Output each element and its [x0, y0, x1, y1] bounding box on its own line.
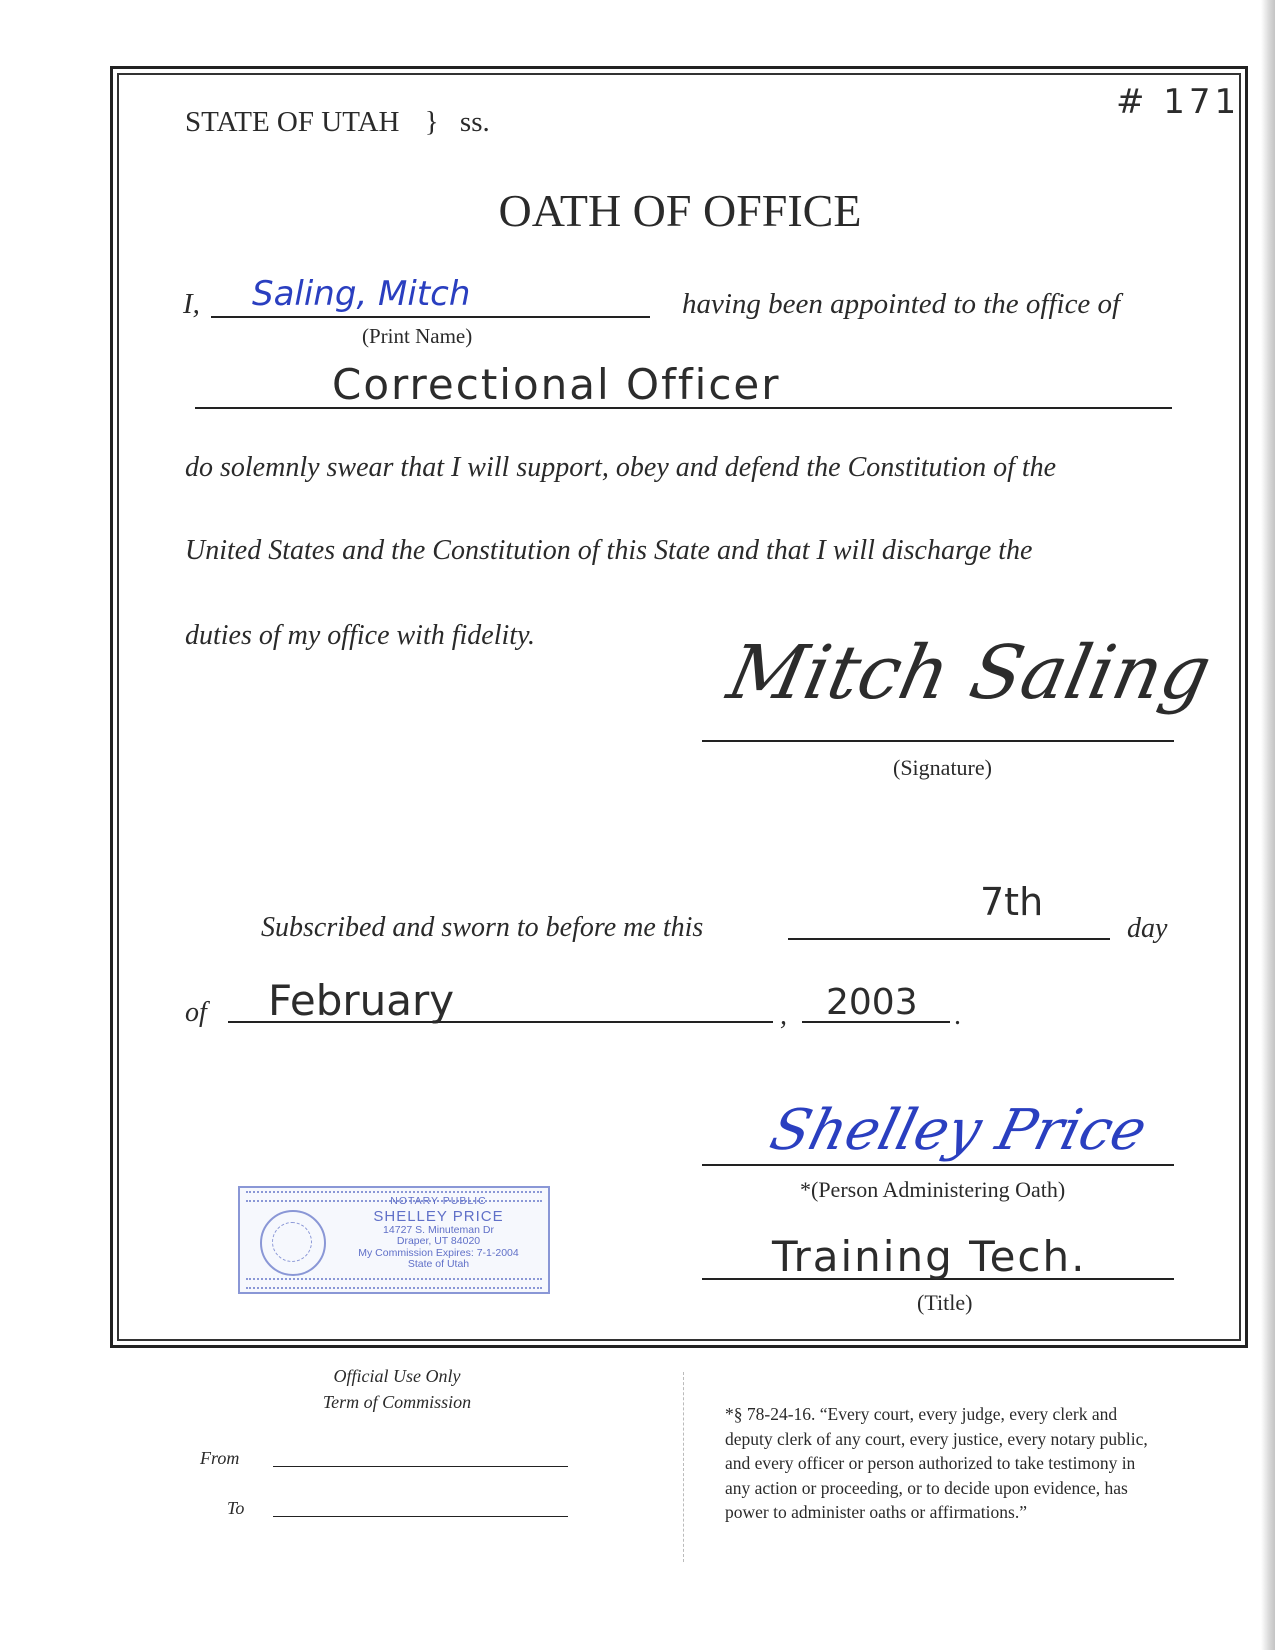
- statute-footnote: [725, 1402, 1148, 1525]
- of-label: of: [185, 997, 207, 1028]
- oath-body-line-3: duties of my office with fidelity.: [185, 620, 535, 651]
- stamp-line-3: 14727 S. Minuteman Dr: [383, 1223, 494, 1236]
- administrator-caption: *(Person Administering Oath): [800, 1177, 1066, 1202]
- print-name-caption: (Print Name): [362, 324, 473, 348]
- day-line: [788, 938, 1110, 940]
- stamp-line-6: State of Utah: [407, 1258, 470, 1270]
- to-label: To: [227, 1498, 245, 1518]
- signature-line: [702, 740, 1174, 742]
- document-title: OATH OF OFFICE: [498, 185, 862, 236]
- file-number: # 171: [1116, 82, 1241, 122]
- oath-body-line-1: do solemnly swear that I will support, obey and defend the Constitution of the: [185, 452, 1057, 483]
- footnote-line-1: *§ 78-24-16. “Every court, every judge, every clerk and: [725, 1404, 1118, 1424]
- stamp-line-5: My Commission Expires: 7-1-2004: [358, 1246, 519, 1259]
- column-divider: [683, 1372, 684, 1562]
- administrator-line: [702, 1164, 1174, 1166]
- appointed-text: having been appointed to the office of: [682, 288, 1121, 320]
- administrator-signature: Shelley Price: [763, 1098, 1153, 1163]
- pronoun-label: I,: [183, 288, 200, 320]
- page-edge: [1261, 0, 1275, 1650]
- from-label: From: [200, 1448, 240, 1468]
- year-value: 2003: [826, 982, 918, 1023]
- stamp-line-4: Draper, UT 84020: [396, 1235, 481, 1247]
- state-seal-icon: [260, 1210, 326, 1276]
- stamp-line-1: NOTARY PUBLIC: [390, 1195, 487, 1207]
- print-name-value: Saling, Mitch: [252, 274, 471, 314]
- period: .: [954, 1000, 961, 1031]
- to-line: [273, 1516, 568, 1517]
- comma: ,: [780, 1000, 787, 1031]
- signature-caption: (Signature): [893, 755, 992, 780]
- subscribed-text: Subscribed and sworn to before me this: [261, 912, 704, 943]
- day-value: 7th: [980, 880, 1044, 924]
- footnote-line-3: and every officer or person authorized to take testimony in: [725, 1453, 1136, 1473]
- ss-label: ss.: [459, 106, 490, 138]
- oath-body-line-2: United States and the Constitution of this State and that I will discharge the: [185, 535, 1033, 566]
- notary-stamp: [238, 1186, 550, 1294]
- footnote-line-5: power to administer oaths or affirmations.”: [725, 1502, 1027, 1522]
- title-value: Training Tech.: [772, 1232, 1087, 1281]
- footnote-line-4: any action or proceeding, or to decide upon evidence, has: [725, 1477, 1128, 1498]
- print-name-line: [211, 316, 650, 318]
- title-caption: (Title): [917, 1290, 973, 1315]
- stamp-bottom-border: [246, 1278, 542, 1289]
- state-name: STATE OF UTAH: [185, 106, 400, 138]
- stamp-text: [336, 1196, 541, 1271]
- day-label: day: [1127, 913, 1168, 944]
- official-use-title: Official Use Only: [333, 1366, 461, 1386]
- footnote-line-2: deputy clerk of any court, every justice, every notary public,: [725, 1428, 1148, 1449]
- state-heading: [185, 106, 490, 139]
- month-value: February: [268, 976, 455, 1025]
- brace: }: [424, 106, 439, 138]
- signature-value: Mitch Saling: [720, 630, 1219, 716]
- official-use-heading: [292, 1363, 502, 1415]
- office-value: Correctional Officer: [332, 360, 781, 409]
- from-line: [273, 1466, 568, 1467]
- stamp-line-2: SHELLEY PRICE: [373, 1207, 504, 1225]
- term-of-commission: Term of Commission: [322, 1392, 472, 1412]
